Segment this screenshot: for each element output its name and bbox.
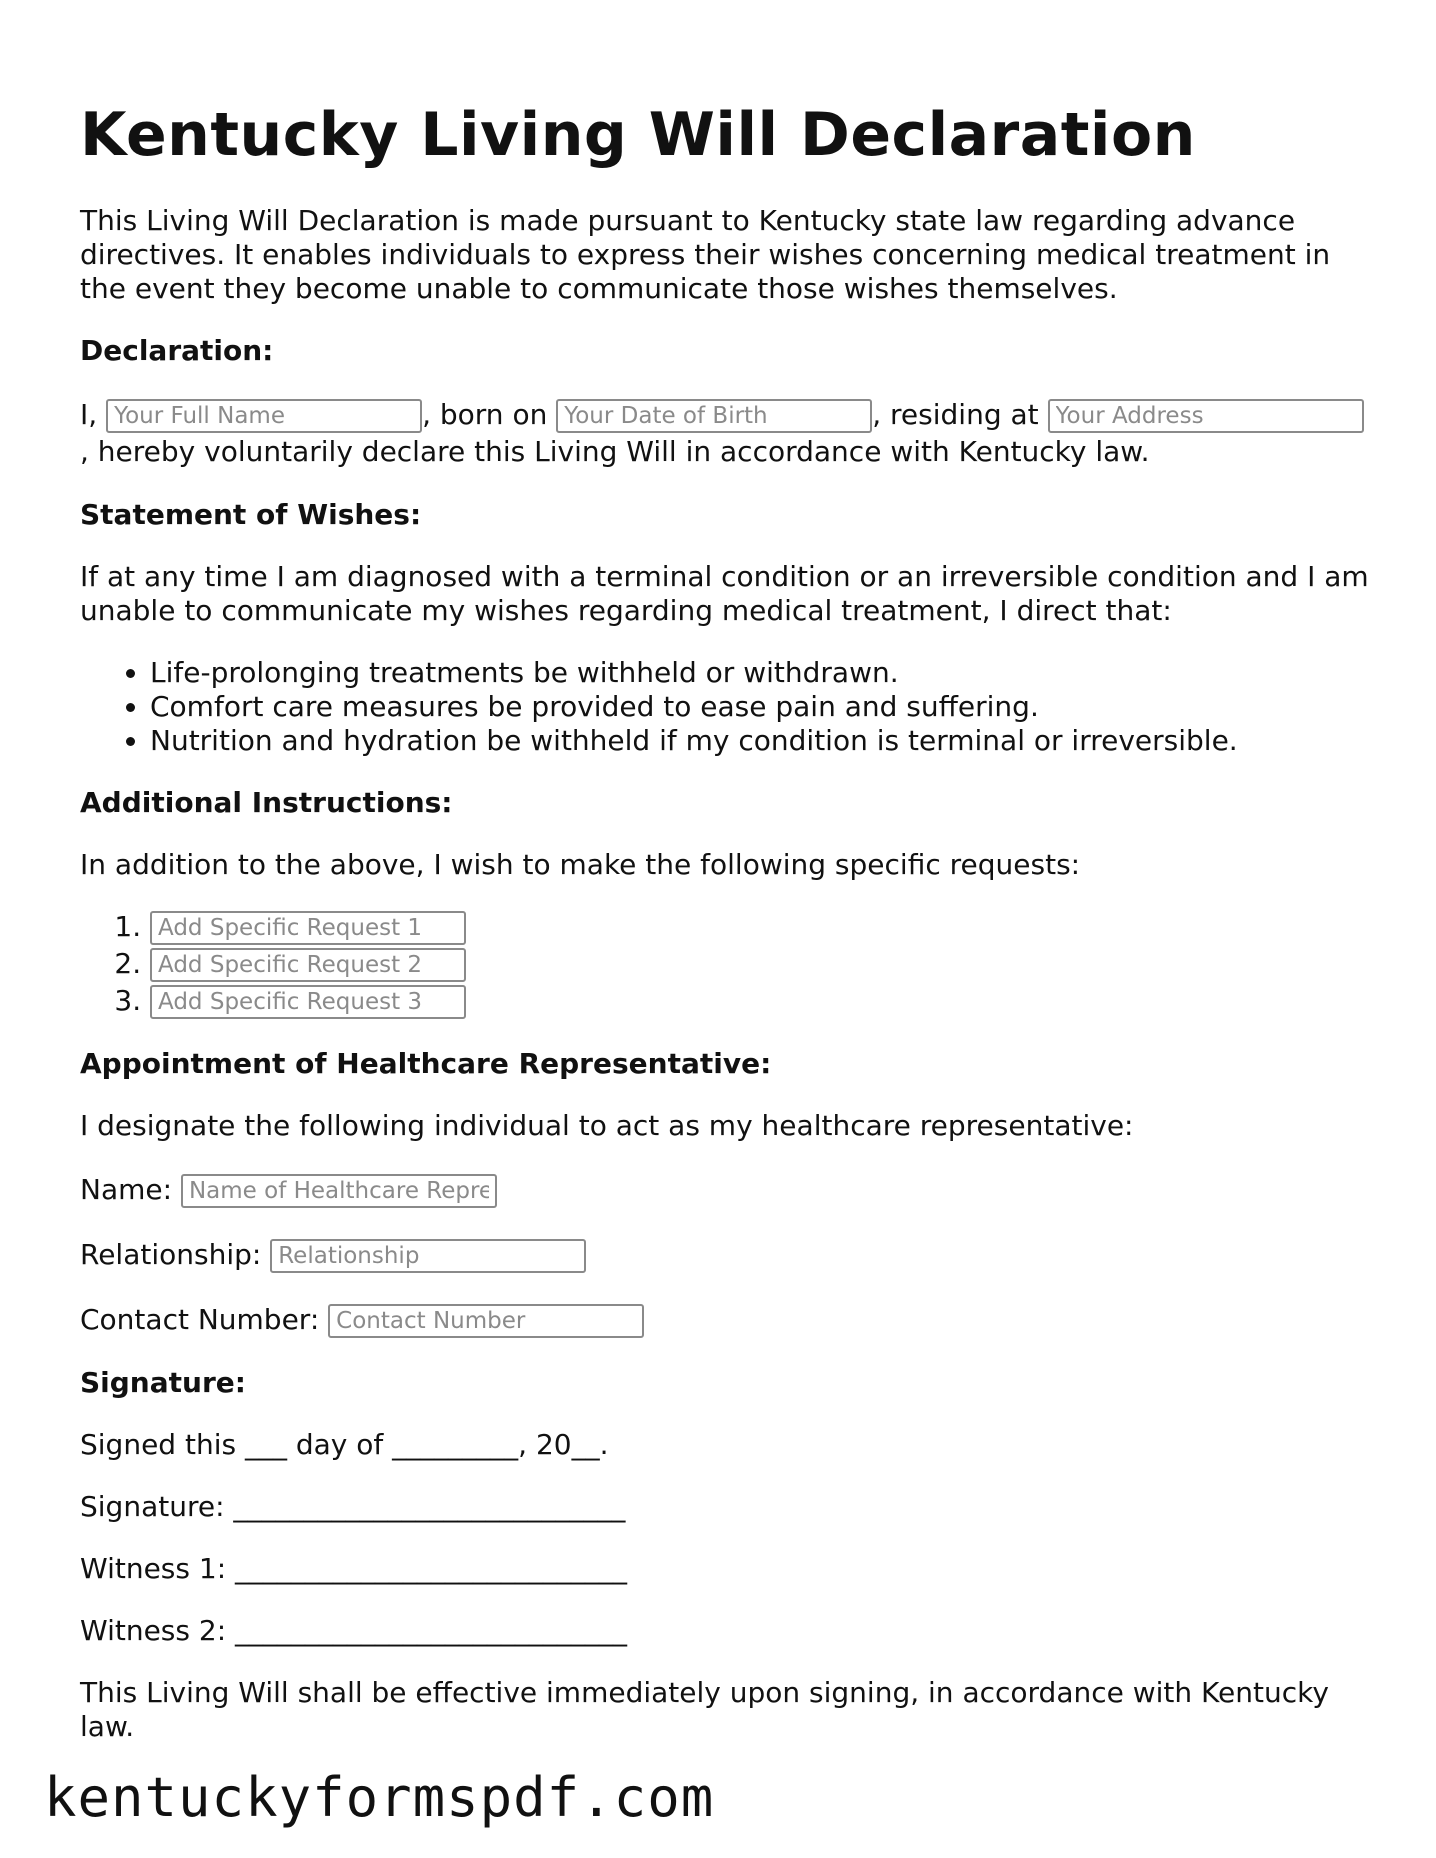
requests-list: [80, 908, 1370, 1019]
specific-request-3-input[interactable]: [150, 985, 466, 1019]
list-item: [150, 982, 1370, 1019]
wishes-heading: Statement of Wishes:: [80, 498, 422, 531]
list-item: • Comfort care measures be provided to ease pain and suffering.: [150, 690, 1370, 724]
representative-name-input[interactable]: [181, 1174, 497, 1208]
declaration-heading: Declaration:: [80, 334, 274, 367]
effective-statement: This Living Will shall be effective immediately upon signing, in accordance with Kentucky law.: [80, 1676, 1329, 1743]
contact-number-row: [80, 1301, 1370, 1338]
list-item: [150, 908, 1370, 945]
list-item: • Life-prolonging treatments be withheld or withdrawn.: [150, 656, 1370, 690]
relationship-row: [80, 1236, 1370, 1273]
declaration-prefix: I,: [80, 398, 98, 431]
relationship-label: Relationship:: [80, 1238, 262, 1271]
signed-date-line: Signed this ___ day of _________, 20__.: [80, 1428, 609, 1461]
date-of-birth-input[interactable]: [556, 399, 872, 433]
witness-2-line: Witness 2: ____________________________: [80, 1614, 628, 1647]
address-input[interactable]: [1048, 399, 1364, 433]
contact-number-label: Contact Number:: [80, 1303, 320, 1336]
born-on-text: , born on: [422, 398, 548, 431]
full-name-input[interactable]: [106, 399, 422, 433]
representative-name-label: Name:: [80, 1173, 173, 1206]
additional-heading: Additional Instructions:: [80, 786, 453, 819]
page-title: Kentucky Living Will Declaration: [80, 100, 1196, 170]
additional-paragraph: In addition to the above, I wish to make the following specific requests:: [80, 848, 1081, 881]
wishes-paragraph: If at any time I am diagnosed with a terminal condition or an irreversible condition and I am unable to communicate my wishes regarding medical treatment, I direct that:: [80, 560, 1369, 627]
intro-paragraph: This Living Will Declaration is made pursuant to Kentucky state law regarding advance directives. It enables individuals to express their wishes concerning medical treatment in the event they become unable to communicate those wishes themselves.: [80, 204, 1331, 305]
representative-heading: Appointment of Healthcare Representative:: [80, 1047, 772, 1080]
document-page: [80, 96, 1370, 1744]
signature-heading: Signature:: [80, 1366, 246, 1399]
representative-name-row: [80, 1171, 1370, 1208]
relationship-input[interactable]: [270, 1239, 586, 1273]
wishes-list: [80, 656, 1370, 758]
declaration-paragraph: [80, 396, 1370, 470]
watermark: kentuckyformspdf.com: [44, 1766, 715, 1829]
list-item: [150, 945, 1370, 982]
specific-request-1-input[interactable]: [150, 911, 466, 945]
specific-request-2-input[interactable]: [150, 948, 466, 982]
contact-number-input[interactable]: [328, 1304, 644, 1338]
list-item: • Nutrition and hydration be withheld if my condition is terminal or irreversible.: [150, 724, 1370, 758]
residing-at-text: , residing at: [872, 398, 1039, 431]
witness-1-line: Witness 1: ____________________________: [80, 1552, 628, 1585]
declaration-suffix: , hereby voluntarily declare this Living Will in accordance with Kentucky law.: [80, 435, 1150, 468]
signature-line: Signature: ____________________________: [80, 1490, 626, 1523]
representative-paragraph: I designate the following individual to act as my healthcare representative:: [80, 1109, 1134, 1142]
